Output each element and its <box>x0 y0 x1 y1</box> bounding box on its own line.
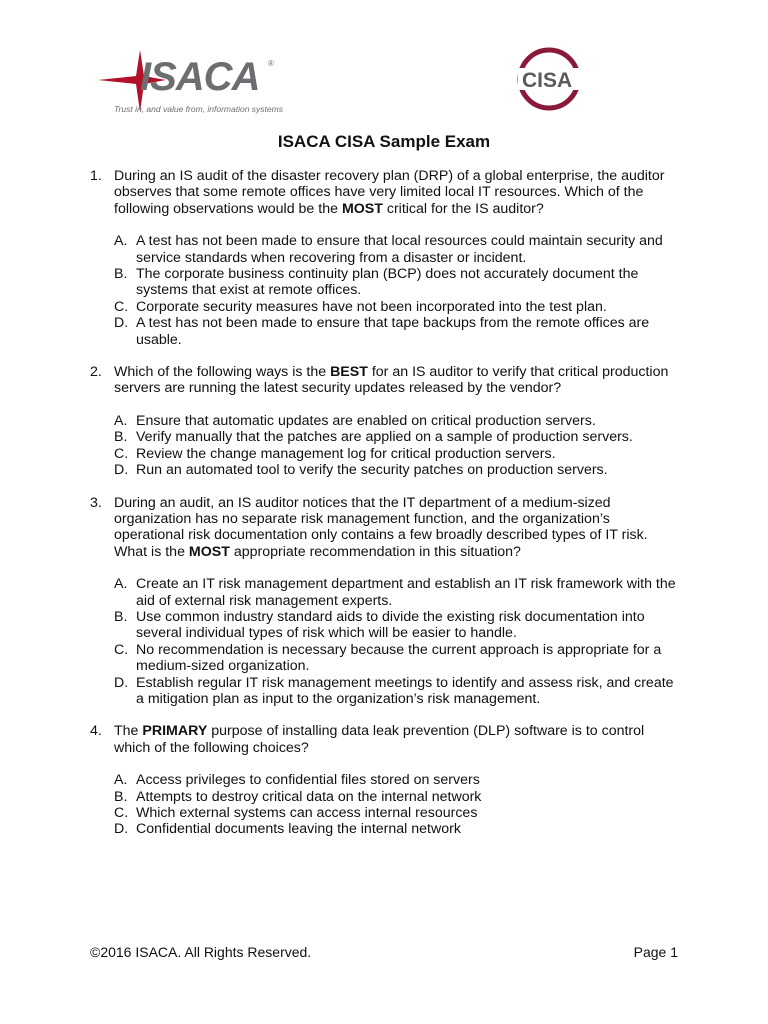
answer-option: C. Which external systems can access internal resources <box>114 805 478 821</box>
answer-options <box>114 772 680 838</box>
question-2 <box>90 364 680 478</box>
answer-option: B. Attempts to destroy critical data on the internal network <box>114 788 482 805</box>
question-number: 2. <box>90 364 102 381</box>
answer-options <box>114 413 680 479</box>
page-title: ISACA CISA Sample Exam <box>277 132 491 151</box>
question-number: 1. <box>90 168 102 184</box>
isaca-tagline: Trust in, and value from, information systems <box>114 104 283 114</box>
answer-option: D. Confidential documents leaving the internal network <box>114 821 461 838</box>
answer-options <box>114 233 680 348</box>
answer-option: A. Ensure that automatic updates are enabled on critical production servers. <box>114 412 596 429</box>
question-4 <box>90 723 680 837</box>
answer-option: A. Access privileges to confidential files stored on servers <box>114 772 480 789</box>
question-stem: The PRIMARY purpose of installing data leak prevention (DLP) software is to control which of the following choices? <box>114 723 645 756</box>
answer-option: C. Corporate security measures have not been incorporated into the test plan. <box>114 298 607 315</box>
answer-option: B. Verify manually that the patches are applied on a sample of production servers. <box>114 429 633 446</box>
question-3 <box>90 495 680 708</box>
isaca-logo <box>96 46 286 116</box>
answer-option: C. Review the change management log for critical production servers. <box>114 445 556 462</box>
answer-option: C. No recommendation is necessary because the current approach is appropriate for a medium-sized organization. <box>114 641 662 675</box>
answer-option: A. A test has not been made to ensure that local resources could maintain security and service standards when recovering from a disaster or incident. <box>114 233 663 266</box>
cisa-ring-icon <box>516 46 586 112</box>
answer-option: B. The corporate business continuity plan (BCP) does not accurately document the systems that exist at remote offices. <box>114 266 639 299</box>
answer-option: D. Run an automated tool to verify the security patches on production servers. <box>114 462 608 479</box>
answer-option: D. Establish regular IT risk management meetings to identify and assess risk, and create a mitigation plan as input to the organization’s risk management. <box>114 674 674 707</box>
question-1 <box>90 168 680 348</box>
cisa-logo-text: CISA <box>522 69 573 92</box>
question-number: 4. <box>90 723 102 740</box>
answer-option: B. Use common industry standard aids to divide the existing risk documentation into several individual types of risk which will be easier to handle. <box>114 608 645 642</box>
svg-text:®: ® <box>268 59 274 68</box>
question-number: 3. <box>90 494 102 511</box>
question-stem: During an audit, an IS auditor notices that the IT department of a medium-sized organization has no separate risk management function, and the organization’s operational risk documentation only contains a few broadly described types of IT risk. What is the MOST appropriate recommendation in this situation? <box>114 494 648 560</box>
question-list <box>90 168 680 854</box>
answer-options <box>114 576 680 707</box>
cisa-logo <box>516 46 678 112</box>
footer-page-number: Page 1 <box>633 944 678 960</box>
question-stem: Which of the following ways is the BEST for an IS auditor to verify that critical production servers are running the latest security updates released by the vendor? <box>114 364 669 397</box>
footer-copyright: ©2016 ISACA. All Rights Reserved. <box>90 944 312 960</box>
isaca-logo-text: ISACA <box>140 55 260 99</box>
answer-option: D. A test has not been made to ensure that tape backups from the remote offices are usable. <box>114 315 650 348</box>
question-stem: During an IS audit of the disaster recovery plan (DRP) of a global enterprise, the auditor observes that some remote offices have very limited local IT resources. Which of the following observations would be the MOST critical for the IS auditor? <box>114 168 665 217</box>
answer-option: A. Create an IT risk management department and establish an IT risk framework with the aid of external risk management experts. <box>114 576 676 609</box>
